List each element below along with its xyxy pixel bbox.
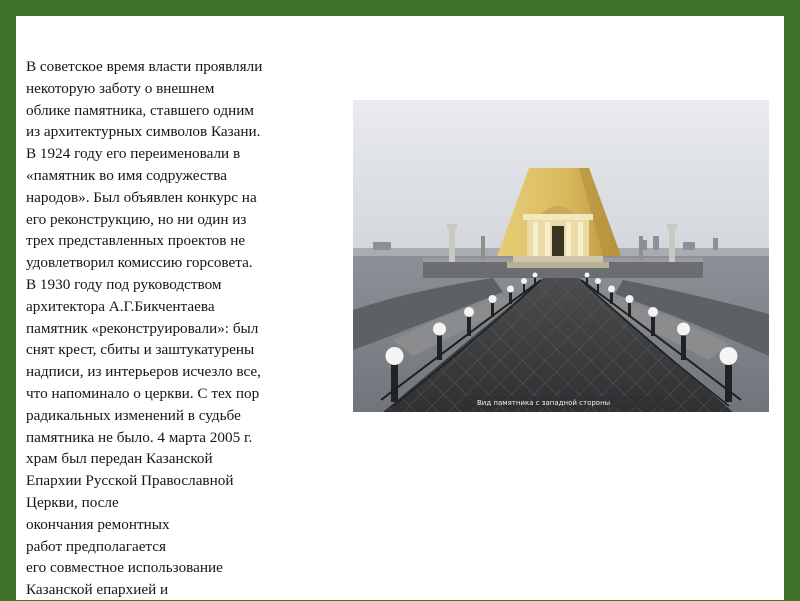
monument-photo <box>353 100 769 412</box>
text-line: памятник «реконструировали»: был <box>26 319 259 337</box>
text-line: памятника не было. 4 марта 2005 г. <box>26 428 253 446</box>
text-line: его совместное использование <box>26 559 223 577</box>
text-line: некоторую заботу о внешнем <box>26 79 215 97</box>
photo-caption: Вид памятника с западной стороны <box>477 399 611 407</box>
text-line: Казанской епархией и <box>26 581 169 599</box>
text-line: облике памятника, ставшего одним <box>26 101 254 119</box>
text-line: архитектора А.Г.Бикчентаева <box>26 297 215 315</box>
text-line: удовлетворил комиссию горсовета. <box>26 254 253 272</box>
text-line: трех представленных проектов не <box>26 232 246 250</box>
monument-illustration <box>353 100 769 412</box>
text-line: надписи, из интерьеров исчезло все, <box>26 363 261 381</box>
text-line: В 1930 году под руководством <box>26 275 222 293</box>
text-line: храм был передан Казанской <box>26 450 213 468</box>
text-line: из архитектурных символов Казани. <box>26 123 261 141</box>
text-line: окончания ремонтных <box>26 515 170 533</box>
text-line: его реконструкцию, но ни один из <box>26 210 247 228</box>
text-line: В советское время власти проявляли <box>26 58 263 75</box>
text-line: что напоминало о церкви. С тех пор <box>26 384 260 402</box>
text-line: снят крест, сбиты и заштукатурены <box>26 341 255 359</box>
text-line: Епархии Русской Православной <box>26 472 234 490</box>
text-line: народов». Был объявлен конкурс на <box>26 188 257 206</box>
text-line: работ предполагается <box>26 537 166 555</box>
text-line: В 1924 году его переименовали в <box>26 145 241 163</box>
text-line: радикальных изменений в судьбе <box>26 406 241 424</box>
body-text <box>26 56 346 601</box>
text-line: Церкви, после <box>26 493 119 511</box>
text-line: «памятник во имя содружества <box>26 166 228 184</box>
